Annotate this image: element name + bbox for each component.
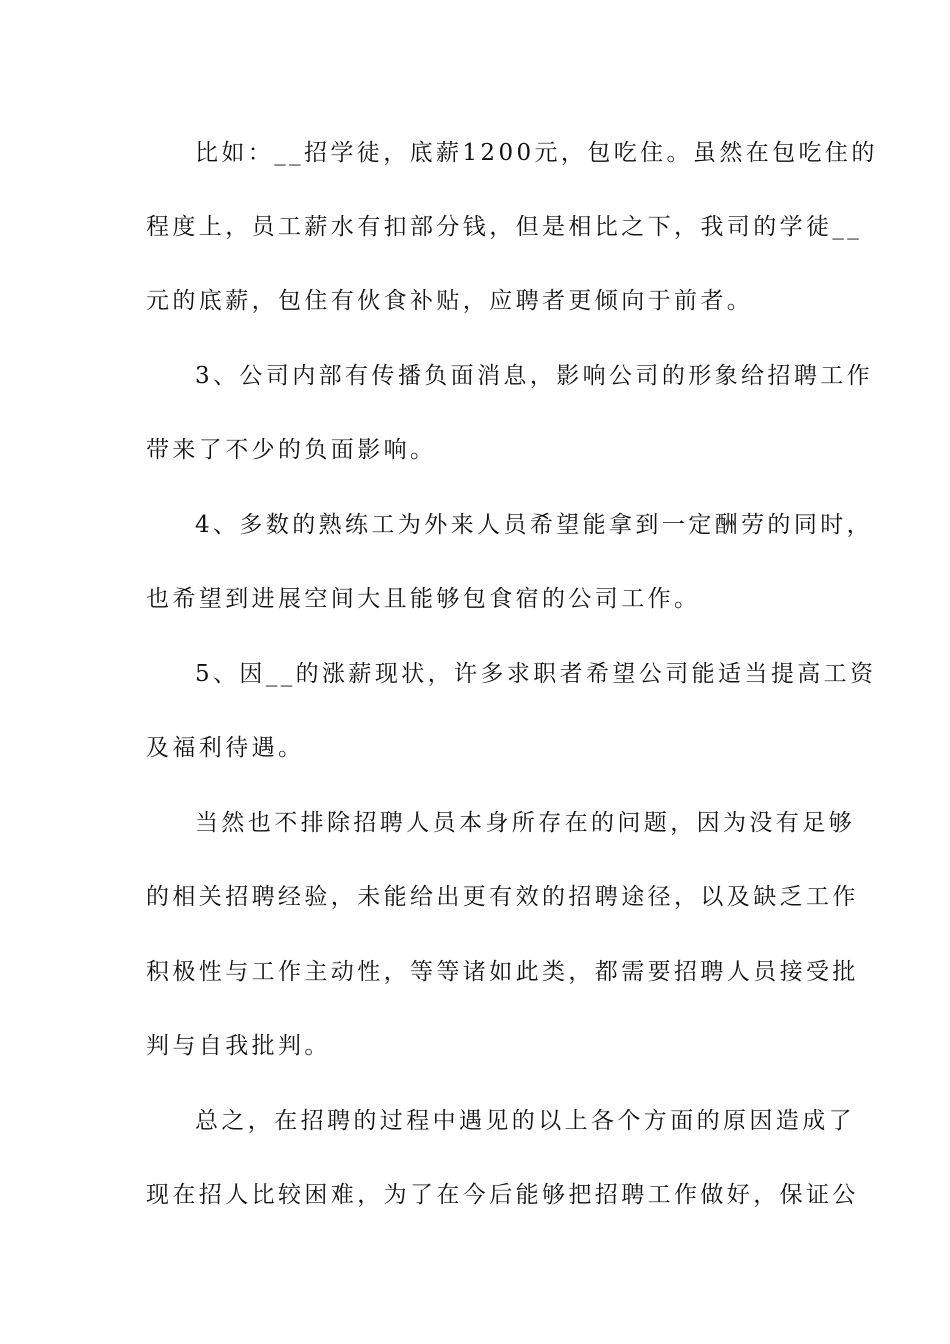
paragraph-line: 5、因__的涨薪现状，许多求职者希望公司能适当提高工资 <box>195 661 877 687</box>
paragraph-line: 也希望到进展空间大且能够包食宿的公司工作。 <box>146 586 701 612</box>
paragraph-line: 的相关招聘经验，未能给出更有效的招聘途径，以及缺乏工作 <box>146 884 859 910</box>
paragraph-line: 3、公司内部有传播负面消息，影响公司的形象给招聘工作 <box>195 363 874 389</box>
paragraph-line: 4、多数的熟练工为外来人员希望能拿到一定酬劳的同时， <box>195 512 874 538</box>
paragraph-line: 带来了不少的负面影响。 <box>146 437 437 463</box>
paragraph-line: 比如：__招学徒，底薪1200元，包吃住。虽然在包吃住的 <box>195 140 878 166</box>
paragraph-line: 元的底薪，包住有伙食补贴，应聘者更倾向于前者。 <box>146 288 754 314</box>
paragraph-line: 总之，在招聘的过程中遇见的以上各个方面的原因造成了 <box>195 1108 855 1134</box>
paragraph-line: 现在招人比较困难，为了在今后能够把招聘工作做好，保证公 <box>146 1182 859 1208</box>
paragraph-line: 及福利待遇。 <box>146 735 305 761</box>
paragraph-line: 判与自我批判。 <box>146 1033 331 1059</box>
paragraph-line: 当然也不排除招聘人员本身所存在的问题，因为没有足够 <box>195 810 855 836</box>
paragraph-line: 积极性与工作主动性，等等诸如此类，都需要招聘人员接受批 <box>146 959 859 985</box>
paragraph-line: 程度上，员工薪水有扣部分钱，但是相比之下，我司的学徒__ <box>146 214 863 240</box>
